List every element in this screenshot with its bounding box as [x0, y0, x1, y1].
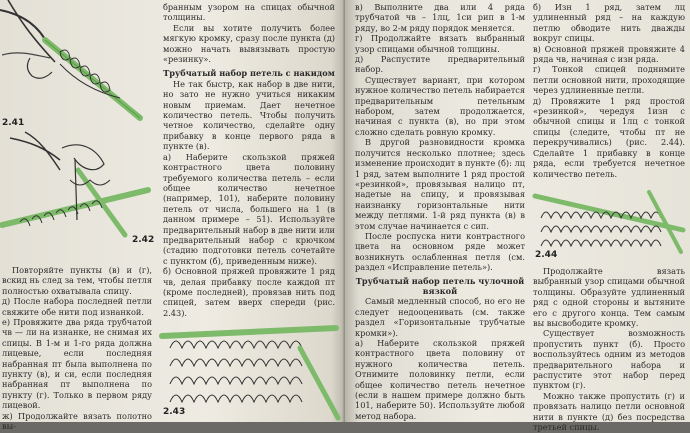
text-column-b	[163, 2, 335, 318]
list-item: е) Провяжите два ряда трубчатой чв — ли на изнанке, не снимая их спицы. В 1-м и 1-го ряда должна лицевые, если последняя набранная пт была выполнена по пункту (в), и си, если последняя набранная пт выполнена по пункту (г). Только в первом ряду лицевой.	[2, 317, 152, 411]
text-column-d-top	[533, 2, 685, 179]
figure-label-2-44: 2.44	[535, 250, 558, 260]
list-item: б) Изн 1 ряд, затем лц удлиненный ряд – на каждую петлю обводите нить дважды вокруг спицы.	[533, 2, 685, 44]
paragraph: В другой разновидности кромка получится несколько плотнее; здесь изменение происходит в пункте (б): лц 1 ряд, затем выполните 1 ряд простой «резинкой», провязывая налицо пт, надетые на спицу, и провязывая наизнанку горизонтальные нити между петлями. 1-й ряд пункта (в) в этом случае начинается с сип.	[355, 137, 525, 231]
text-column-c	[355, 2, 525, 421]
figure-label-2-43: 2.43	[163, 407, 186, 417]
list-item: д) Провяжите 1 ряд простой «резинкой», чередуя 1изн с обычной спицы и 1лц с тонкой спицы (следите, чтобы пт не перекручивались) (рис. 2.44). Сделайте 1 прибавку в конце ряда, если требуется нечетное количество петель.	[533, 95, 685, 179]
paragraph: После роспуска нити контрастного цвета на основном ряде может возникнуть ослабленная петля (см. раздел «Исправление петель»).	[355, 230, 525, 273]
paragraph: Продолжайте вязать выбранный узор спицами обычной толщины. Образуйте удлиненный ряд с одной стороны и вытяните его с другого конца. Тем самым вы высвободите кромку.	[533, 266, 685, 329]
list-item: д) Распустите предварительный набор.	[355, 54, 525, 75]
paragraph: Не так быстр, как набор в две нити, но зато не нужно учиться никаким новым приемам. Дает нечетное количество петель. Чтобы получить четное количество, сделайте одну прибавку в конце первого ряда в пункте (в).	[163, 78, 335, 152]
paragraph: Можно также пропустить (г) и провязать налицо петли основной нити в пункте (д) без посредства третьей спицы.	[533, 390, 685, 433]
left-page	[0, 0, 345, 432]
list-item: б) Основной пряжей провяжите 1 ряд чв, делая прибавку после каждой пт (кроме последней), провязав нить под спицей, затем вверх спереди (рис. 2.43).	[163, 266, 335, 318]
list-item: г) Продолжайте вязать выбранный узор спицами обычной толщины.	[355, 33, 525, 54]
figure-label-2-41: 2.41	[2, 118, 25, 128]
list-item: а) Наберите скользкой пряжей контрастного цвета половину требуемого количества петель – если общее количество нечетное (например, 101), наберите половину петель от числа, большего на 1 (в данном примере – 51). Используйте предварительный набор в две нити или предварительный набор с крючком (стадию подготовки петель сочетайте с пунктом (б), приведенным ниже).	[163, 151, 335, 266]
figure-label-2-42: 2.42	[132, 235, 155, 245]
list-item: г) Тонкой спицей поднимите петли основной нити, проходящие через удлиненные петли.	[533, 64, 685, 96]
section-heading: Трубчатый набор петель с накидом	[163, 68, 335, 79]
right-page	[345, 0, 690, 433]
paragraph: Самый медленный способ, но его не следует недооценивать (см. также раздел «Горизонтальные трубчатые кромки»).	[355, 296, 525, 338]
list-item: в) Основной пряжей провяжите 4 ряда чв, начиная с изн ряда.	[533, 43, 685, 65]
list-item: ж) Продолжайте вязать полотно вы-	[2, 410, 152, 432]
figure-2-43	[160, 318, 340, 422]
paragraph: Существует вариант, при котором нужное количество петель набирается предварительным петельным набором, затем продолжается, начиная с пункта (в), но при этом сложно сделать ровную кромку.	[355, 74, 525, 137]
paragraph: Существует возможность пропустить пункт (б). Просто воспользуйтесь одним из методов предварительного набора и распустите этот набор перед пунктом (г).	[533, 328, 685, 391]
paragraph: Повторяйте пункты (в) и (г), вскид нь след за тем, чтобы петля полностью охватывала спицу.	[2, 265, 152, 296]
section-heading: Трубчатый набор петель чулочной вязкой	[355, 275, 525, 296]
list-item: д) После набора последней петли свяжите обе нити под изнанкой.	[2, 296, 152, 317]
list-item: в) Выполните два или 4 ряда трубчатой чв – 1лц, 1си рип в 1-м ряду, во 2-м ряду порядок меняется.	[355, 2, 525, 33]
list-item: а) Наберите скользкой пряжей контрастного цвета половину от нужного количества петель. Отнимите половинку петли, если общее количество петель нечетное (если в нашем примере должно быть 101, наберите 50). Используйте любой метод набора.	[355, 338, 525, 421]
figure-2-42	[0, 130, 150, 248]
text-column-a	[2, 265, 152, 432]
paragraph: бранным узором на спицах обычной толщины.	[163, 2, 335, 23]
text-column-d-bottom	[533, 266, 685, 433]
paragraph: Если вы хотите получить более мягкую кромку, сразу после пункта (д) можно начать вывязывать простую «резинку».	[163, 22, 335, 65]
figure-2-41	[0, 0, 150, 125]
